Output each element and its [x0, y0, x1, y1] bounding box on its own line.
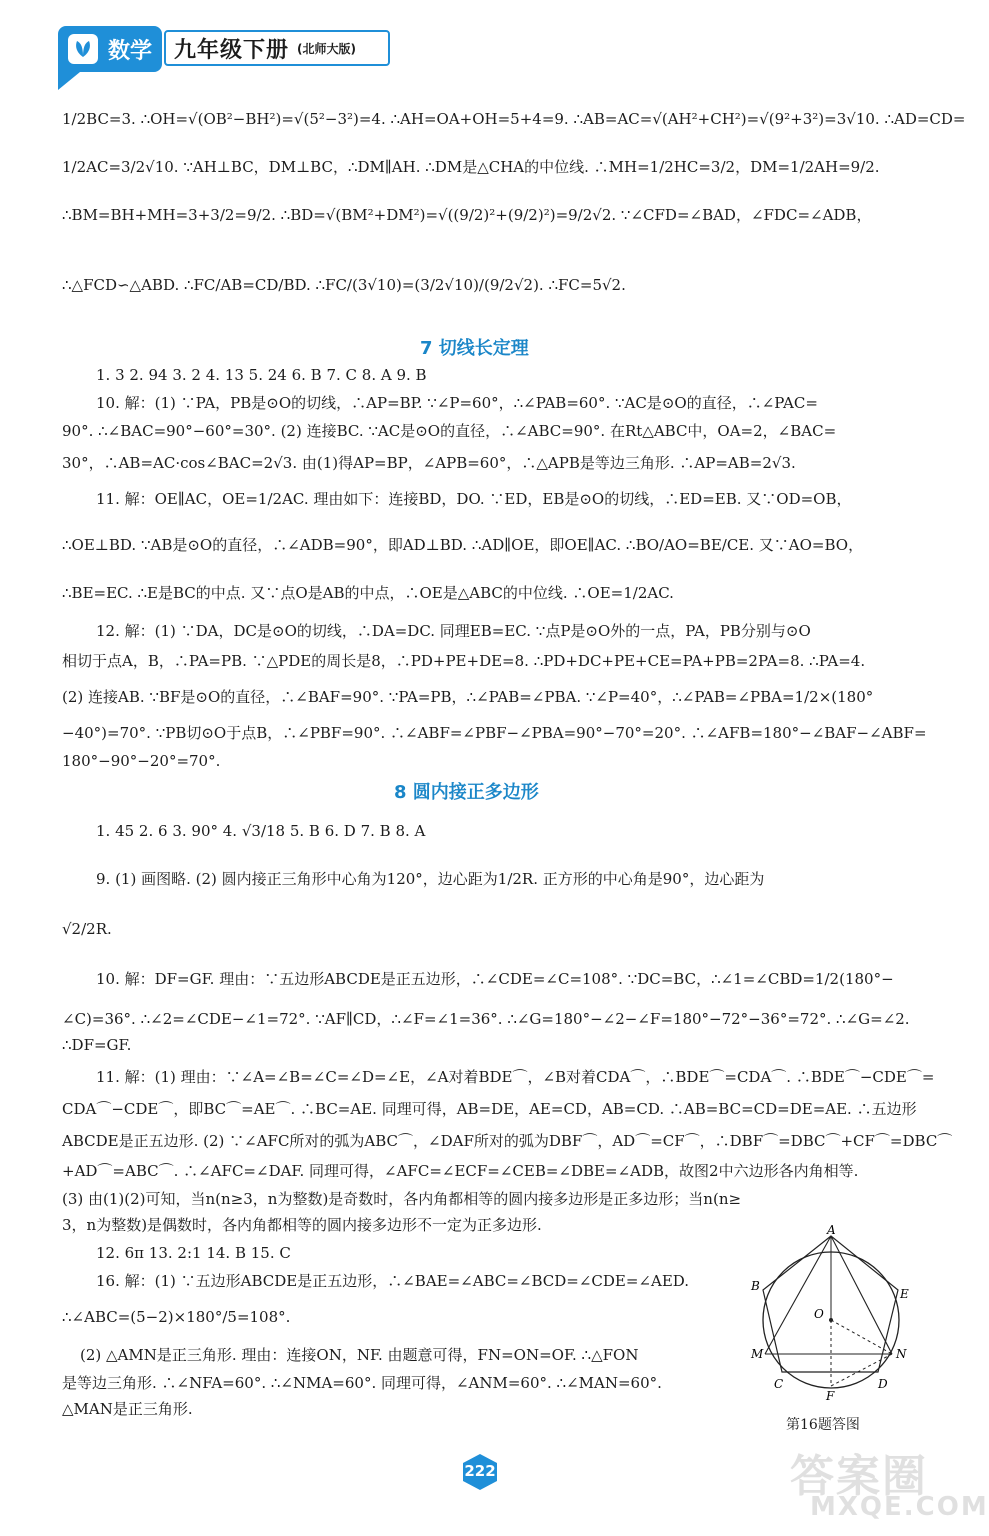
text-line: √2/2R. [62, 920, 112, 938]
badge-tail [58, 72, 80, 90]
text-line: (2) 连接AB. ∵BF是⊙O的直径，∴∠BAF=90°. ∵PA=PB，∴∠PAB=∠PBA. ∵∠P=40°，∴∠PAB=∠PBA=1/2×(180° [62, 688, 874, 706]
text-line: ∴△FCD∽△ABD. ∴FC/AB=CD/BD. ∴FC/(3√10)=(3/2√10)/(9/2√2). ∴FC=5√2. [62, 276, 626, 294]
text-line: 90°. ∴∠BAC=90°−60°=30°. (2) 连接BC. ∵AC是⊙O的直径，∴∠ABC=90°. 在Rt△ABC中，OA=2，∠BAC= [62, 422, 837, 440]
section-title-8: 8 圆内接正多边形 [394, 782, 539, 803]
text-line: 1. 45 2. 6 3. 90° 4. √3/18 5. B 6. D 7. B 8. A [96, 822, 426, 840]
text-line: 1/2BC=3. ∴OH=√(OB²−BH²)=√(5²−3²)=4. ∴AH=OA+OH=5+4=9. ∴AB=AC=√(AH²+CH²)=√(9²+3²)=3√10. ∴AD=CD= [62, 110, 966, 128]
text-line: ∴BM=BH+MH=3+3/2=9/2. ∴BD=√(BM²+DM²)=√((9/2)²+(9/2)²)=9/2√2. ∵∠CFD=∠BAD，∠FDC=∠ADB， [62, 206, 872, 224]
text-line: 16. 解：(1) ∵五边形ABCDE是正五边形，∴∠BAE=∠ABC=∠BCD=∠CDE=∠AED. [96, 1272, 690, 1290]
text-line: 1/2AC=3/2√10. ∵AH⊥BC，DM⊥BC，∴DM∥AH. ∴DM是△CHA的中位线. ∴MH=1/2HC=3/2，DM=1/2AH=9/2. [62, 158, 880, 176]
figure-label: A [827, 1223, 836, 1237]
text-line: 9. (1) 画图略. (2) 圆内接正三角形中心角为120°，边心距为1/2R. 正方形的中心角是90°，边心距为 [96, 870, 765, 888]
watermark [790, 1440, 989, 1530]
text-line: 是等边三角形. ∴∠NFA=60°. ∴∠NMA=60°. 同理可得，∠ANM=60°. ∴∠MAN=60°. [62, 1374, 662, 1392]
figure-label: M [751, 1347, 764, 1361]
figure-label: D [878, 1377, 888, 1391]
text-line: 3，n为整数)是偶数时，各内角都相等的圆内接多边形不一定为正多边形. [62, 1216, 542, 1234]
text-line: ∴OE⊥BD. ∵AB是⊙O的直径，∴∠ADB=90°，即AD⊥BD. ∴AD∥OE，即OE∥AC. ∴BO/AO=BE/CE. 又∵AO=BO， [62, 536, 864, 554]
text-line: −40°)=70°. ∵PB切⊙O于点B，∴∠PBF=90°. ∴∠ABF=∠PBF−∠PBA=90°−70°=20°. ∴∠AFB=180°−∠BAF−∠ABF= [62, 724, 927, 742]
grade-box [164, 30, 390, 66]
text-line: (3) 由(1)(2)可知，当n(n≥3，n为整数)是奇数时，各内角都相等的圆内接多边形是正多边形；当n(n≥ [62, 1190, 742, 1208]
figure-label: E [900, 1287, 909, 1301]
watermark-title: 答案圈 [790, 1451, 928, 1502]
figure-caption: 第16题答图 [786, 1417, 860, 1433]
figure-label: O [814, 1307, 824, 1321]
edition-label: (北师大版) [297, 41, 356, 56]
figure-label: B [751, 1279, 760, 1293]
text-line: +AD⌒=ABC⌒. ∴∠AFC=∠DAF. 同理可得，∠AFC=∠ECF=∠CEB=∠DBE=∠ADB，故图2中六边形各内角相等. [62, 1162, 859, 1180]
grade-label: 九年级下册 [174, 37, 290, 63]
text-line: (2) △AMN是正三角形. 理由：连接ON，NF. 由题意可得，FN=ON=OF. ∴△FON [80, 1346, 639, 1364]
book-header [58, 26, 390, 72]
text-line: △MAN是正三角形. [62, 1400, 193, 1418]
page-number: 222 [464, 1462, 496, 1480]
page-number-badge [460, 1452, 500, 1492]
figure-label: F [826, 1389, 835, 1403]
text-line: 11. 解：OE∥AC，OE=1/2AC. 理由如下：连接BD，DO. ∵ED，EB是⊙O的切线，∴ED=EB. 又∵OD=OB， [96, 490, 852, 508]
text-line: 10. 解：DF=GF. 理由：∵五边形ABCDE是正五边形，∴∠CDE=∠C=108°. ∵DC=BC，∴∠1=∠CBD=1/2(180°− [96, 970, 894, 988]
section-title-7: 7 切线长定理 [420, 338, 529, 359]
text-line: ∴BE=EC. ∴E是BC的中点. 又∵点O是AB的中点，∴OE是△ABC的中位线. ∴OE=1/2AC. [62, 584, 674, 602]
text-line: 相切于点A，B，∴PA=PB. ∵△PDE的周长是8，∴PD+PE+DE=8. ∴PD+DC+PE+CE=PA+PB=2PA=8. ∴PA=4. [62, 652, 866, 670]
text-line: ∴DF=GF. [62, 1036, 132, 1054]
text-line: 10. 解：(1) ∵PA，PB是⊙O的切线，∴AP=BP. ∵∠P=60°，∴∠PAB=60°. ∵AC是⊙O的直径，∴∠PAC= [96, 394, 818, 412]
figure-label: N [896, 1347, 907, 1361]
leaf-icon [68, 34, 98, 64]
text-line: ∴∠ABC=(5−2)×180°/5=108°. [62, 1308, 291, 1326]
subject-label: 数学 [108, 38, 153, 64]
text-line: 12. 6π 13. 2:1 14. B 15. C [96, 1244, 291, 1262]
text-line: ABCDE是正五边形. (2) ∵∠AFC所对的弧为ABC⌒，∠DAF所对的弧为DBF⌒，AD⌒=CF⌒，∴DBF⌒=DBC⌒+CF⌒=DBC⌒ [62, 1132, 953, 1150]
text-line: ∠C)=36°. ∴∠2=∠CDE−∠1=72°. ∵AF∥CD，∴∠F=∠1=36°. ∴∠G=180°−∠2−∠F=180°−72°−36°=72°. ∴∠G=∠2. [62, 1010, 910, 1028]
watermark-url: MXQE.COM [810, 1492, 989, 1522]
text-line: 30°，∴AB=AC·cos∠BAC=2√3. 由(1)得AP=BP，∠APB=60°，∴△APB是等边三角形. ∴AP=AB=2√3. [62, 454, 796, 472]
text-line: 11. 解：(1) 理由：∵∠A=∠B=∠C=∠D=∠E，∠A对着BDE⌒，∠B对着CDA⌒，∴BDE⌒=CDA⌒. ∴BDE⌒−CDE⌒= [96, 1068, 935, 1086]
figure-label: C [774, 1377, 784, 1391]
subject-badge [58, 26, 162, 72]
text-line: 1. 3 2. 94 3. 2 4. 13 5. 24 6. B 7. C 8. A 9. B [96, 366, 427, 384]
text-line: 180°−90°−20°=70°. [62, 752, 221, 770]
text-line: 12. 解：(1) ∵DA，DC是⊙O的切线，∴DA=DC. 同理EB=EC. ∵点P是⊙O外的一点，PA，PB分别与⊙O [96, 622, 811, 640]
text-line: CDA⌒−CDE⌒，即BC⌒=AE⌒. ∴BC=AE. 同理可得，AB=DE，AE=CD，AB=CD. ∴AB=BC=CD=DE=AE. ∴五边形 [62, 1100, 917, 1118]
geometry-figure [748, 1223, 918, 1446]
